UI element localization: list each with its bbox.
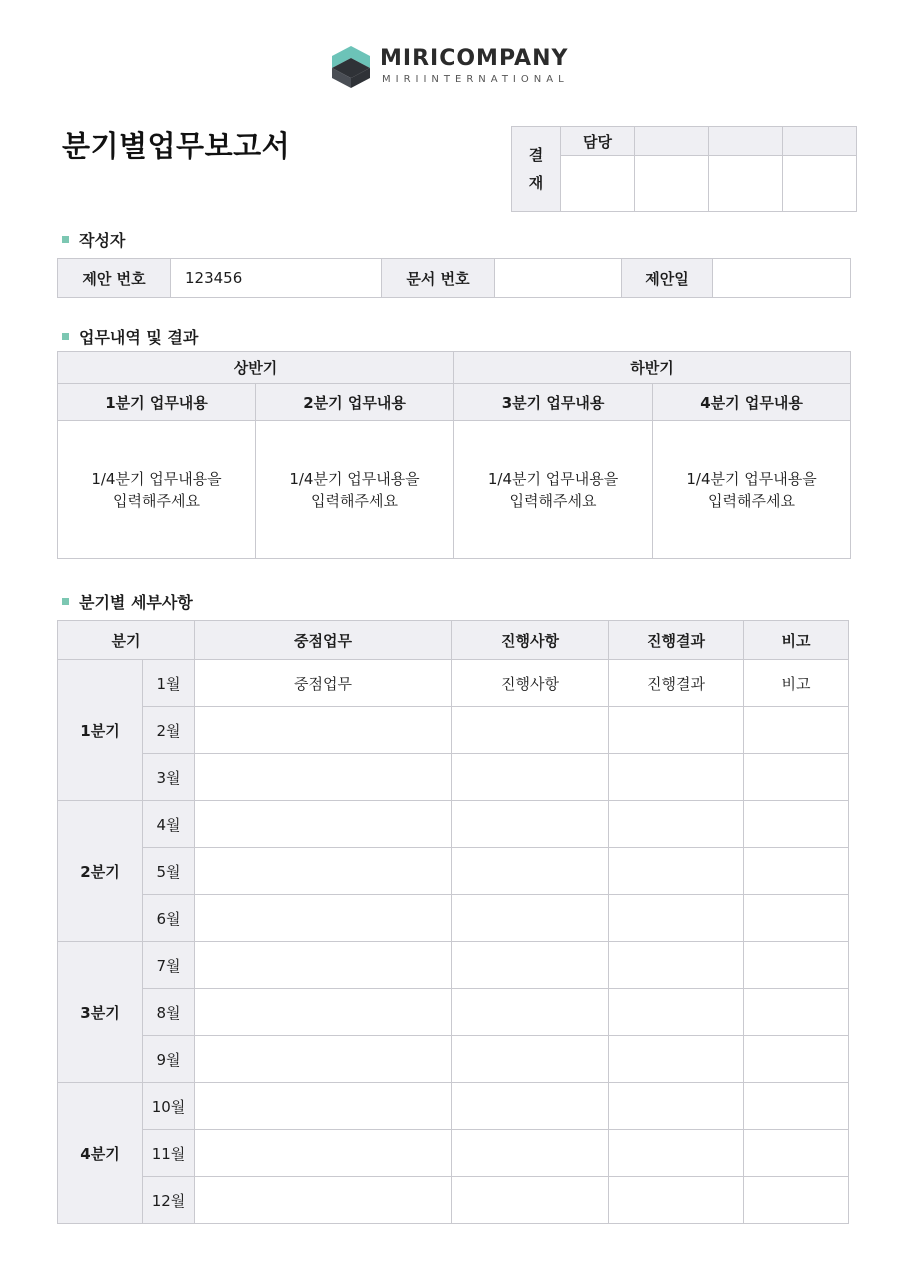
month-label: 11월 [143,1130,195,1177]
progress-cell[interactable] [452,754,609,801]
focus-cell[interactable] [195,942,452,989]
table-row [58,801,849,848]
quarter-task-header: 4분기 업무내용 [653,384,851,421]
progress-cell[interactable] [452,1130,609,1177]
document-number-label: 문서 번호 [382,259,495,298]
note-cell[interactable] [744,1130,849,1177]
note-cell[interactable] [744,989,849,1036]
month-label: 3월 [143,754,195,801]
note-cell[interactable] [744,707,849,754]
note-cell[interactable] [744,942,849,989]
note-cell[interactable] [744,801,849,848]
note-cell[interactable] [744,1083,849,1130]
focus-cell[interactable] [195,1036,452,1083]
month-label: 4월 [143,801,195,848]
company-logo [330,44,580,90]
writer-table [57,258,851,298]
tasks-table [57,351,851,559]
approval-header [709,127,783,156]
result-cell[interactable] [609,989,744,1036]
month-label: 6월 [143,895,195,942]
table-row [58,707,849,754]
quarter-label: 1분기 [58,660,143,801]
section-bullet-icon [62,598,69,605]
section-bullet-icon [62,333,69,340]
result-cell[interactable] [609,1036,744,1083]
progress-cell[interactable] [452,801,609,848]
second-half-header: 하반기 [454,352,851,384]
progress-cell[interactable] [452,989,609,1036]
approval-side-label: 결 재 [512,127,561,212]
progress-cell[interactable] [452,942,609,989]
logo-mark-icon [330,44,372,90]
focus-cell[interactable] [195,1083,452,1130]
focus-cell[interactable] [195,895,452,942]
table-row [58,1130,849,1177]
progress-cell[interactable] [452,895,609,942]
tasks-section-heading: 업무내역 및 결과 [62,325,198,348]
note-cell[interactable] [744,848,849,895]
progress-cell[interactable]: 진행사항 [452,660,609,707]
table-row [58,1036,849,1083]
table-row [58,942,849,989]
table-row [58,660,849,707]
detail-header-focus: 중점업무 [195,621,452,660]
quarter-task-input[interactable]: 1/4분기 업무내용을 입력해주세요 [653,421,851,559]
table-row [58,1083,849,1130]
table-row [58,1177,849,1224]
note-cell[interactable] [744,1177,849,1224]
result-cell[interactable]: 진행결과 [609,660,744,707]
note-cell[interactable] [744,754,849,801]
proposal-date-label: 제안일 [622,259,713,298]
note-cell[interactable] [744,895,849,942]
result-cell[interactable] [609,1130,744,1177]
focus-cell[interactable] [195,848,452,895]
detail-header-result: 진행결과 [609,621,744,660]
quarter-task-input[interactable]: 1/4분기 업무내용을 입력해주세요 [58,421,256,559]
progress-cell[interactable] [452,1083,609,1130]
approval-sign-cell[interactable] [709,156,783,212]
focus-cell[interactable] [195,754,452,801]
quarter-label: 2분기 [58,801,143,942]
progress-cell[interactable] [452,1036,609,1083]
detail-header-quarter: 분기 [58,621,195,660]
proposal-date-field[interactable] [713,259,851,298]
document-number-field[interactable] [495,259,622,298]
approval-header [635,127,709,156]
detail-section-heading: 분기별 세부사항 [62,590,193,613]
month-label: 7월 [143,942,195,989]
result-cell[interactable] [609,1083,744,1130]
focus-cell[interactable] [195,989,452,1036]
logo-title: MIRICOMPANY [380,46,569,71]
result-cell[interactable] [609,895,744,942]
table-row [58,989,849,1036]
note-cell[interactable] [744,1036,849,1083]
section-bullet-icon [62,236,69,243]
focus-cell[interactable] [195,801,452,848]
detail-header-progress: 진행사항 [452,621,609,660]
month-label: 9월 [143,1036,195,1083]
month-label: 1월 [143,660,195,707]
detail-table [57,620,849,1224]
quarter-task-input[interactable]: 1/4분기 업무내용을 입력해주세요 [454,421,653,559]
detail-header-note: 비고 [744,621,849,660]
proposal-number-label: 제안 번호 [58,259,171,298]
table-row [58,895,849,942]
table-row [58,754,849,801]
approval-header-charge: 담당 [561,127,635,156]
result-cell[interactable] [609,1177,744,1224]
quarter-task-header: 2분기 업무내용 [256,384,454,421]
note-cell[interactable]: 비고 [744,660,849,707]
table-row [58,848,849,895]
progress-cell[interactable] [452,1177,609,1224]
result-cell[interactable] [609,754,744,801]
month-label: 10월 [143,1083,195,1130]
month-label: 2월 [143,707,195,754]
quarter-label: 4분기 [58,1083,143,1224]
logo-subtitle: MIRIINTERNATIONAL [382,74,569,85]
quarter-label: 3분기 [58,942,143,1083]
result-cell[interactable] [609,848,744,895]
month-label: 12월 [143,1177,195,1224]
approval-sign-cell[interactable] [783,156,857,212]
approval-sign-cell[interactable] [561,156,635,212]
writer-section-heading: 작성자 [62,228,125,251]
focus-cell[interactable] [195,1177,452,1224]
month-label: 5월 [143,848,195,895]
document-title: 분기별업무보고서 [62,129,291,163]
progress-cell[interactable] [452,848,609,895]
focus-cell[interactable]: 중점업무 [195,660,452,707]
proposal-number-field[interactable]: 123456 [171,259,382,298]
approval-header [783,127,857,156]
result-cell[interactable] [609,801,744,848]
first-half-header: 상반기 [58,352,454,384]
approval-table [511,126,857,212]
quarter-task-header: 1분기 업무내용 [58,384,256,421]
progress-cell[interactable] [452,707,609,754]
month-label: 8월 [143,989,195,1036]
result-cell[interactable] [609,707,744,754]
focus-cell[interactable] [195,1130,452,1177]
approval-sign-cell[interactable] [635,156,709,212]
quarter-task-input[interactable]: 1/4분기 업무내용을 입력해주세요 [256,421,454,559]
quarter-task-header: 3분기 업무내용 [454,384,653,421]
focus-cell[interactable] [195,707,452,754]
result-cell[interactable] [609,942,744,989]
